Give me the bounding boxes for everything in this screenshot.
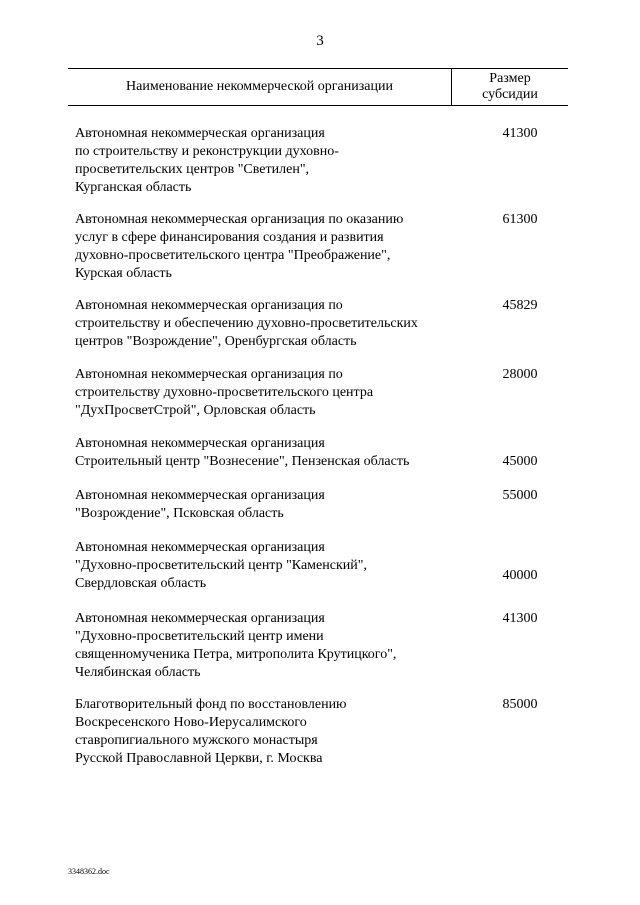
subsidy-amount: 28000 — [502, 367, 538, 382]
organization-name: Автономная некоммерческая организация "Духовно-просветительский центр "Каменский", Свердловская область — [75, 540, 367, 591]
subsidy-amount: 45829 — [502, 298, 538, 313]
organization-name: Автономная некоммерческая организация по строительству духовно-просветительского центра "ДухПросветСтрой", Орловская область — [75, 367, 374, 418]
subsidy-amount: 41300 — [502, 126, 538, 141]
subsidy-amount: 55000 — [502, 488, 538, 503]
organization-name: Автономная некоммерческая организация по строительству и реконструкции духовно- просветительских центров "Светилен", Курганская область — [75, 126, 339, 195]
header-amount-column: Размер субсидии — [482, 71, 538, 102]
page-number: 3 — [316, 33, 324, 49]
table-header — [68, 68, 568, 106]
subsidy-amount: 61300 — [502, 212, 538, 227]
organization-name: Автономная некоммерческая организация "Возрождение", Псковская область — [75, 488, 325, 521]
subsidy-amount: 45000 — [502, 454, 538, 469]
subsidy-amount: 40000 — [502, 568, 538, 583]
organization-name: Благотворительный фонд по восстановлению Воскресенского Ново-Иерусалимского ставропигиального мужского монастыря Русской Православной Церкви, г. Москва — [75, 697, 347, 766]
organization-name: Автономная некоммерческая организация Строительный центр "Вознесение", Пензенская область — [75, 436, 410, 469]
file-name-footer: 3348362.doc — [68, 867, 110, 876]
subsidy-amount: 85000 — [502, 697, 538, 712]
organization-name: Автономная некоммерческая организация по строительству и обеспечению духовно-просветительских центров "Возрождение", Оренбургская область — [75, 298, 418, 349]
organization-name: Автономная некоммерческая организация "Духовно-просветительский центр имени священномученика Петра, митрополита Крутицкого", Челябинская область — [75, 611, 397, 680]
header-name-column: Наименование некоммерческой организации — [126, 79, 393, 94]
subsidy-amount: 41300 — [502, 611, 538, 626]
organization-name: Автономная некоммерческая организация по оказанию услуг в сфере финансирования создания и развития духовно-просветительского центра "Преображение", Курская область — [75, 212, 404, 281]
